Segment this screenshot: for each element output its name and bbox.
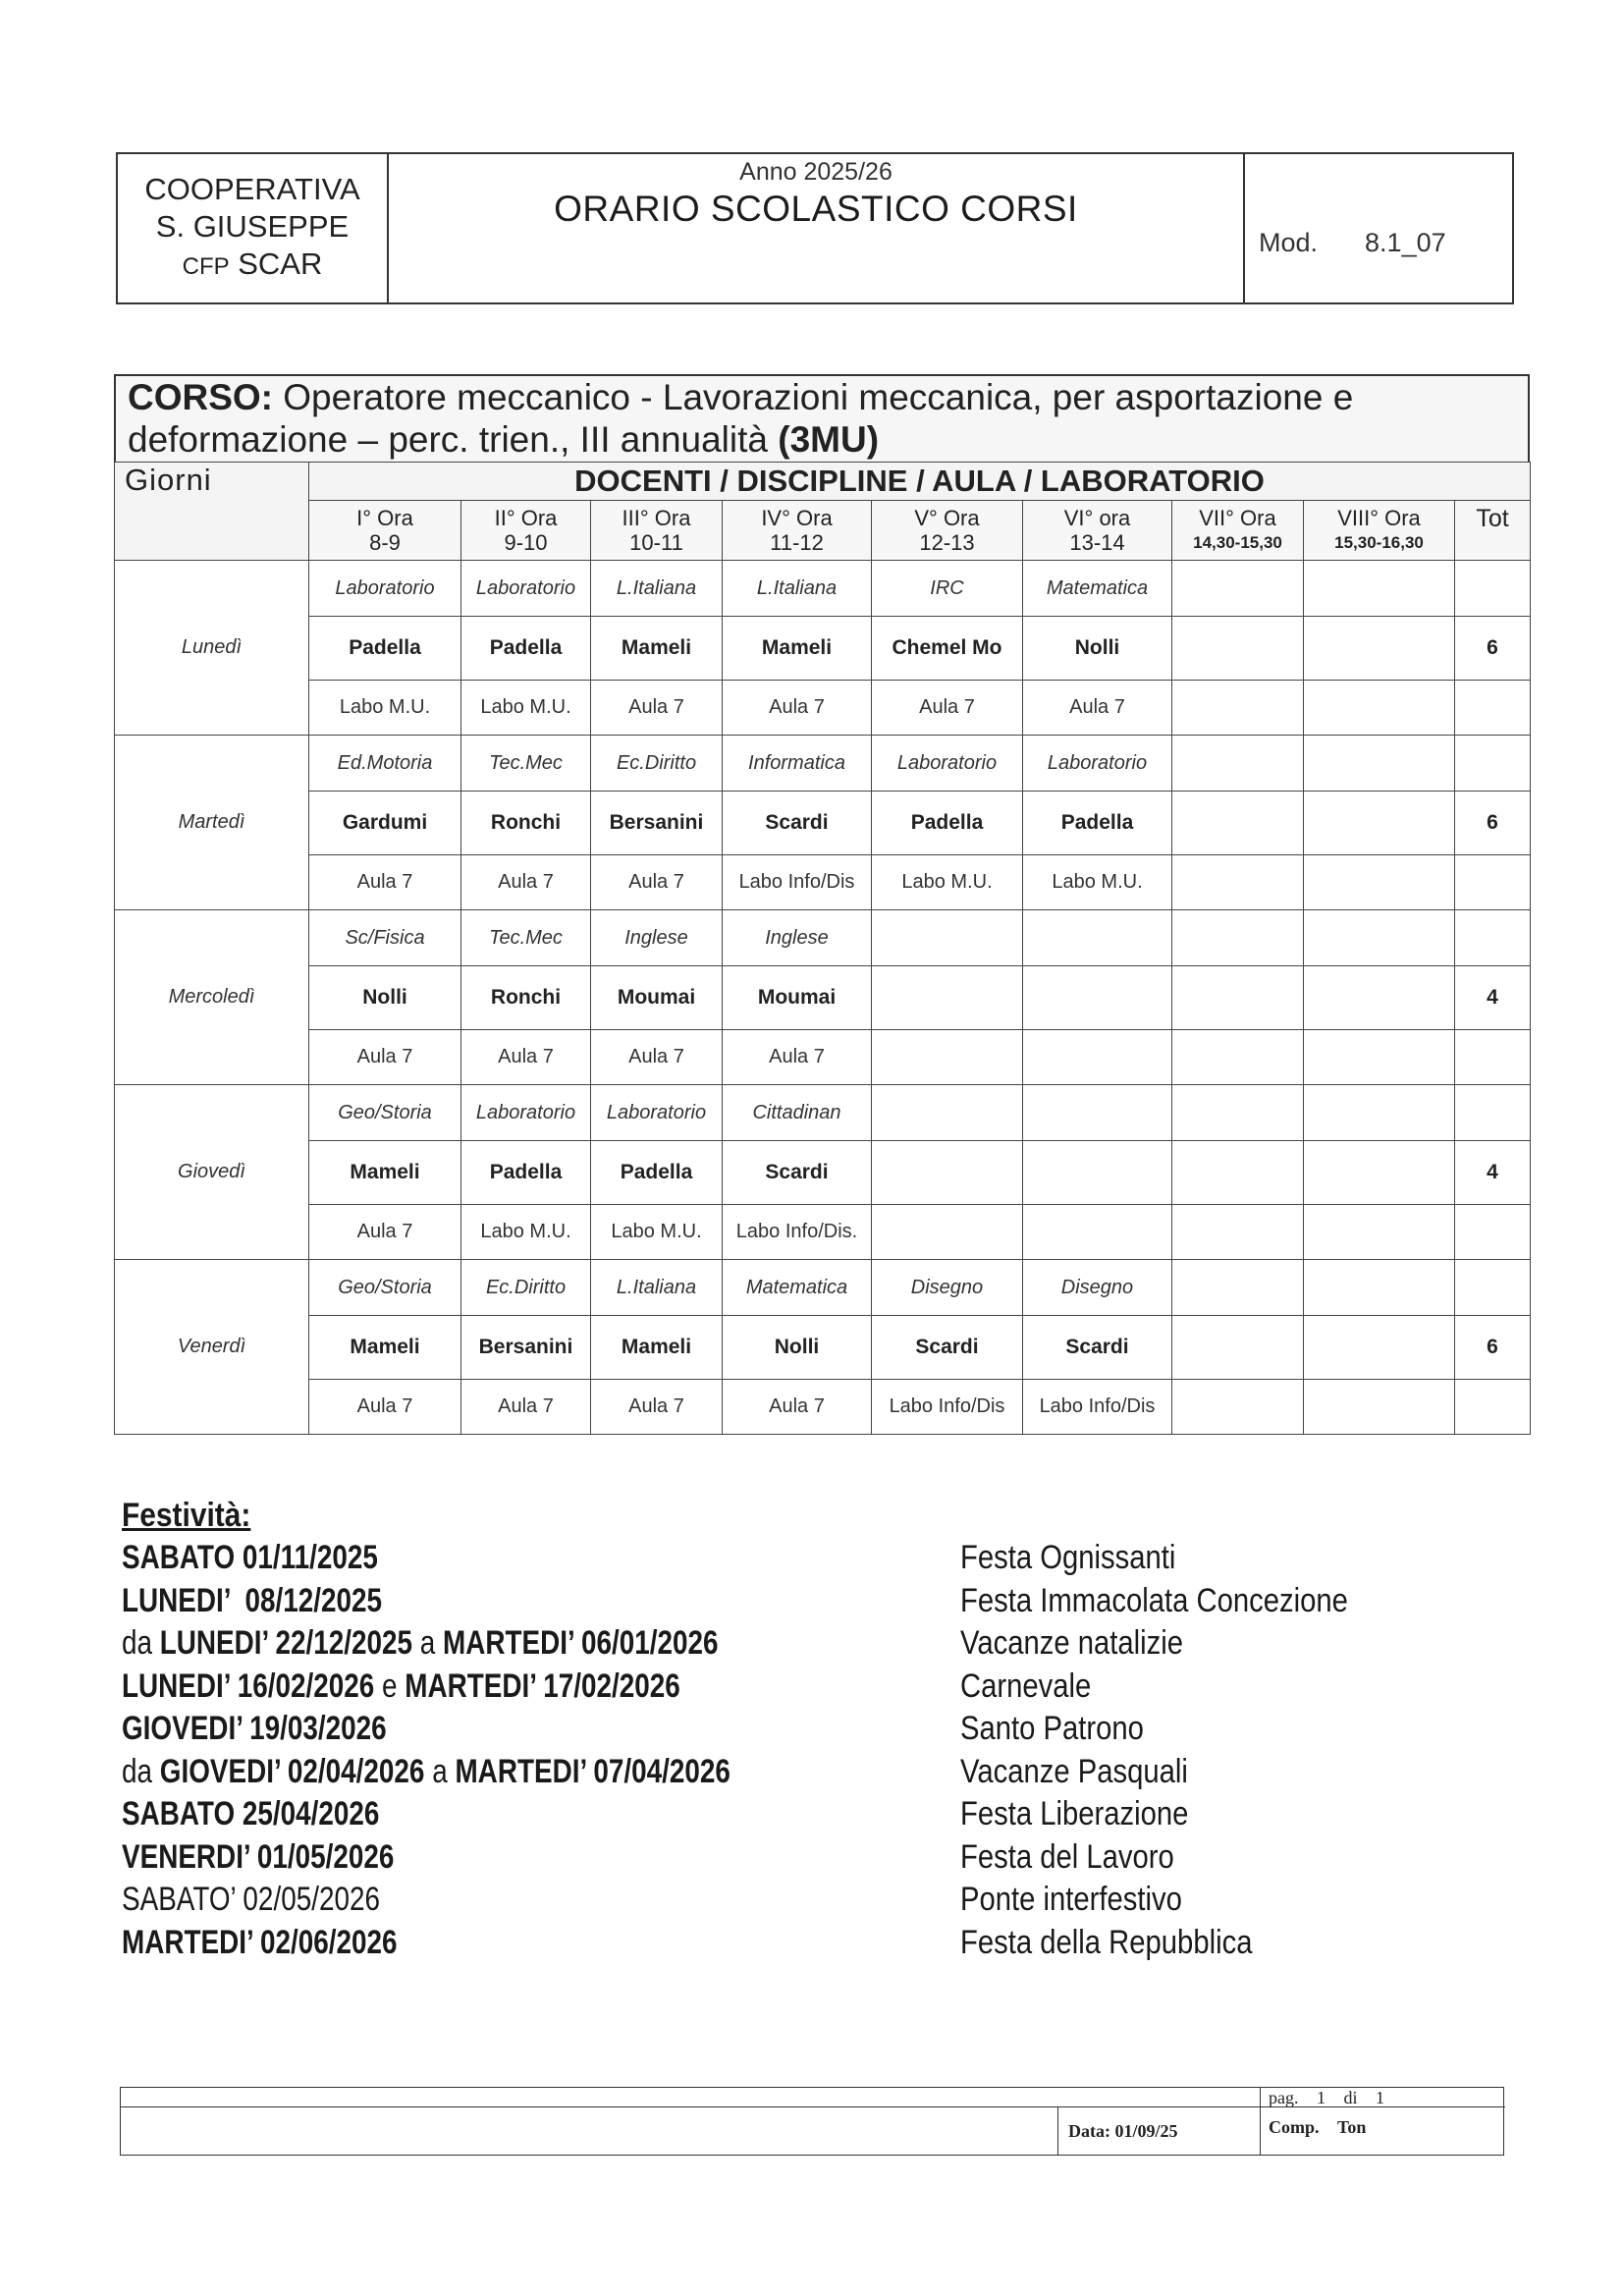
hour-time: 14,30-15,30 — [1193, 533, 1282, 552]
teacher-cell: Padella — [872, 792, 1023, 855]
subject-cell: Ec.Diritto — [591, 736, 723, 792]
subject-cell: Ed.Motoria — [309, 736, 461, 792]
teacher-cell — [872, 966, 1023, 1030]
teacher-cell — [1172, 1316, 1304, 1380]
table-row — [115, 561, 1531, 617]
room-cell: Aula 7 — [723, 1380, 872, 1435]
holiday-date — [122, 1539, 378, 1577]
teacher-cell: Padella — [1023, 792, 1172, 855]
total-cell-empty — [1455, 1260, 1531, 1316]
room-cell: Labo Info/Dis. — [723, 1205, 872, 1260]
table-row — [115, 1380, 1531, 1435]
module-code-block — [1245, 154, 1512, 302]
total-hours: 6 — [1455, 792, 1531, 855]
subject-cell: Laboratorio — [1023, 736, 1172, 792]
teacher-cell — [1304, 792, 1455, 855]
subject-cell: IRC — [872, 561, 1023, 617]
holiday-row — [122, 1539, 1398, 1582]
holiday-date-part: e — [374, 1667, 406, 1705]
hour-name: VIII° Ora — [1337, 506, 1421, 530]
holiday-description: Carnevale — [960, 1667, 1092, 1705]
total-header: Tot — [1455, 501, 1531, 561]
subject-cell: Laboratorio — [461, 1085, 591, 1141]
day-name: Venerdì — [115, 1260, 309, 1435]
table-row — [115, 1030, 1531, 1085]
subject-cell: Informatica — [723, 736, 872, 792]
table-row — [115, 1085, 1531, 1141]
teacher-cell — [1023, 966, 1172, 1030]
holiday-row — [122, 1795, 1398, 1838]
holiday-description: Festa del Lavoro — [960, 1837, 1174, 1876]
teacher-cell — [1304, 1141, 1455, 1205]
teacher-cell: Bersanini — [591, 792, 723, 855]
room-cell: Labo Info/Dis — [723, 855, 872, 910]
subject-cell — [1304, 1085, 1455, 1141]
teacher-cell: Scardi — [723, 1141, 872, 1205]
subject-cell: Cittadinan — [723, 1085, 872, 1141]
table-row — [115, 966, 1531, 1030]
holiday-description: Vacanze Pasquali — [960, 1752, 1188, 1790]
room-cell: Aula 7 — [309, 1030, 461, 1085]
subject-cell — [1172, 561, 1304, 617]
room-cell: Labo M.U. — [461, 681, 591, 736]
hour-header — [461, 501, 591, 561]
subject-cell: Tec.Mec — [461, 910, 591, 966]
room-cell: Labo Info/Dis — [872, 1380, 1023, 1435]
holiday-date-part: a — [412, 1624, 444, 1662]
table-row — [115, 1205, 1531, 1260]
holiday-row — [122, 1582, 1398, 1625]
holiday-date-part: MARTEDI’ 06/01/2026 — [443, 1624, 719, 1662]
subject-cell — [1023, 1085, 1172, 1141]
room-cell — [1172, 1205, 1304, 1260]
hour-time: 12-13 — [919, 530, 975, 555]
table-row — [115, 855, 1531, 910]
table-row — [115, 1141, 1531, 1205]
holiday-date-part: LUNEDI’ 16/02/2026 — [122, 1667, 375, 1705]
holiday-date-part: SABATO 01/11/2025 — [122, 1539, 378, 1576]
total-cell-empty — [1455, 855, 1531, 910]
room-cell — [1304, 1205, 1455, 1260]
school-year: Anno 2025/26 — [739, 158, 893, 186]
holiday-date-part: da — [122, 1624, 160, 1662]
teacher-cell: Padella — [461, 617, 591, 681]
teacher-cell: Mameli — [591, 1316, 723, 1380]
room-cell — [1172, 1030, 1304, 1085]
day-name: Lunedì — [115, 561, 309, 736]
teacher-cell: Padella — [309, 617, 461, 681]
table-row — [115, 681, 1531, 736]
document-footer — [120, 2087, 1504, 2156]
timetable-body — [115, 561, 1531, 1435]
room-cell — [1172, 1380, 1304, 1435]
hour-name: III° Ora — [622, 506, 691, 530]
compiler-label: Comp. — [1269, 2117, 1320, 2137]
teacher-cell: Mameli — [309, 1316, 461, 1380]
subject-cell: L.Italiana — [723, 561, 872, 617]
page-value: 1 — [1317, 2088, 1325, 2107]
room-cell: Labo Info/Dis — [1023, 1380, 1172, 1435]
teacher-cell — [1304, 1316, 1455, 1380]
subject-cell — [1304, 1260, 1455, 1316]
teacher-cell — [1023, 1141, 1172, 1205]
teacher-cell: Mameli — [591, 617, 723, 681]
holiday-row — [122, 1753, 1398, 1796]
document-title: ORARIO SCOLASTICO CORSI — [554, 189, 1078, 229]
document-header — [116, 152, 1514, 304]
page-number — [1269, 2088, 1384, 2107]
teacher-cell: Padella — [461, 1141, 591, 1205]
org-name-line3 — [183, 246, 323, 286]
holiday-date — [122, 1667, 680, 1706]
holiday-row — [122, 1624, 1398, 1667]
holiday-description: Festa Ognissanti — [960, 1539, 1176, 1576]
holiday-date-part: da — [122, 1752, 160, 1790]
holiday-date-part: VENERDI’ 01/05/2026 — [122, 1837, 395, 1876]
room-cell — [1304, 1030, 1455, 1085]
holiday-date — [122, 1624, 719, 1663]
compiler-value: Ton — [1337, 2117, 1367, 2137]
total-cell-empty — [1455, 1085, 1531, 1141]
holiday-date-part: LUNEDI’ 08/12/2025 — [122, 1581, 383, 1619]
module-value: 8.1_07 — [1365, 228, 1446, 257]
teacher-cell — [1304, 966, 1455, 1030]
table-row — [115, 910, 1531, 966]
holiday-row — [122, 1838, 1398, 1882]
hour-name: VI° ora — [1063, 506, 1131, 530]
holiday-row — [122, 1924, 1398, 1967]
subject-cell: Inglese — [591, 910, 723, 966]
day-name: Martedì — [115, 736, 309, 910]
room-cell — [1172, 681, 1304, 736]
room-cell — [872, 1205, 1023, 1260]
teacher-cell: Gardumi — [309, 792, 461, 855]
room-cell: Aula 7 — [591, 681, 723, 736]
room-cell: Aula 7 — [723, 1030, 872, 1085]
room-cell: Labo M.U. — [1023, 855, 1172, 910]
hour-name: VII° Ora — [1199, 506, 1276, 530]
holiday-date — [122, 1838, 394, 1877]
module-label: Mod. — [1259, 228, 1319, 257]
table-row — [115, 736, 1531, 792]
hour-header — [872, 501, 1023, 561]
subject-cell — [1304, 736, 1455, 792]
room-cell: Aula 7 — [461, 855, 591, 910]
holiday-date-part: MARTEDI’ 07/04/2026 — [455, 1752, 730, 1790]
hour-time: 10-11 — [629, 530, 683, 555]
teacher-cell: Nolli — [723, 1316, 872, 1380]
holiday-date-part: LUNEDI’ 22/12/2025 — [159, 1624, 413, 1662]
subject-cell: Geo/Storia — [309, 1085, 461, 1141]
course-code: (3MU) — [778, 419, 880, 460]
total-cell-empty — [1455, 1205, 1531, 1260]
page-label: pag. — [1269, 2088, 1299, 2107]
total-cell-empty — [1455, 1030, 1531, 1085]
subject-cell: Inglese — [723, 910, 872, 966]
footer-page-block — [1260, 2088, 1503, 2155]
teacher-cell — [1172, 966, 1304, 1030]
holiday-description: Festa Immacolata Concezione — [960, 1581, 1348, 1619]
subject-cell — [872, 910, 1023, 966]
subject-cell — [1023, 910, 1172, 966]
room-cell — [1172, 855, 1304, 910]
hour-time: 13-14 — [1069, 530, 1125, 555]
hour-name: II° Ora — [494, 506, 558, 530]
subject-cell: Laboratorio — [309, 561, 461, 617]
hour-header — [591, 501, 723, 561]
room-cell: Aula 7 — [461, 1030, 591, 1085]
teacher-cell: Ronchi — [461, 966, 591, 1030]
org-name-line2: S. GIUSEPPE — [155, 209, 350, 244]
teacher-cell — [1172, 617, 1304, 681]
hour-header — [309, 501, 461, 561]
room-cell: Labo M.U. — [591, 1205, 723, 1260]
total-cell-empty — [1455, 736, 1531, 792]
holiday-date-part: GIOVEDI’ 02/04/2026 — [159, 1752, 425, 1790]
total-hours: 6 — [1455, 617, 1531, 681]
hour-name: V° Ora — [914, 506, 980, 530]
holiday-date-part: GIOVEDI’ 19/03/2026 — [122, 1710, 387, 1747]
teacher-cell — [1172, 792, 1304, 855]
total-hours: 4 — [1455, 966, 1531, 1030]
hour-time: 8-9 — [369, 530, 401, 555]
subject-cell: Ec.Diritto — [461, 1260, 591, 1316]
room-cell — [1304, 1380, 1455, 1435]
org-scar-label: SCAR — [238, 246, 323, 281]
holiday-date — [122, 1710, 387, 1748]
holiday-date — [122, 1753, 730, 1791]
subject-cell: Geo/Storia — [309, 1260, 461, 1316]
subject-cell: Sc/Fisica — [309, 910, 461, 966]
holiday-description: Vacanze natalizie — [960, 1624, 1184, 1662]
table-row — [115, 792, 1531, 855]
holiday-description: Ponte interfestivo — [960, 1881, 1182, 1918]
page-total: 1 — [1376, 2088, 1385, 2107]
timetable-header-row — [115, 463, 1531, 501]
subject-cell: Laboratorio — [461, 561, 591, 617]
subject-cell — [1304, 561, 1455, 617]
room-cell — [872, 1030, 1023, 1085]
hour-header — [723, 501, 872, 561]
compiler — [1269, 2117, 1366, 2138]
hour-name: I° Ora — [356, 506, 413, 530]
hour-header — [1023, 501, 1172, 561]
teacher-cell: Scardi — [872, 1316, 1023, 1380]
total-hours: 6 — [1455, 1316, 1531, 1380]
teacher-cell: Bersanini — [461, 1316, 591, 1380]
teacher-cell — [1172, 1141, 1304, 1205]
holiday-date-part: MARTEDI’ 02/06/2026 — [122, 1923, 398, 1961]
hour-time: 15,30-16,30 — [1334, 533, 1424, 552]
hour-time: 11-12 — [770, 530, 824, 555]
room-cell: Labo M.U. — [461, 1205, 591, 1260]
course-title — [114, 374, 1530, 463]
room-cell — [1304, 855, 1455, 910]
room-cell: Aula 7 — [591, 1030, 723, 1085]
subject-cell: Disegno — [1023, 1260, 1172, 1316]
room-cell — [1023, 1205, 1172, 1260]
room-cell: Aula 7 — [309, 1380, 461, 1435]
room-cell: Aula 7 — [872, 681, 1023, 736]
table-row — [115, 1316, 1531, 1380]
room-cell — [1304, 681, 1455, 736]
teacher-cell — [1304, 617, 1455, 681]
hour-header — [1172, 501, 1304, 561]
holiday-row — [122, 1710, 1398, 1753]
teacher-cell: Nolli — [1023, 617, 1172, 681]
teacher-cell: Scardi — [1023, 1316, 1172, 1380]
holidays-section — [122, 1497, 1398, 1966]
room-cell: Aula 7 — [309, 855, 461, 910]
holiday-date-part: SABATO 25/04/2026 — [122, 1795, 380, 1832]
holiday-date-part: a — [424, 1752, 456, 1790]
holidays-list — [122, 1539, 1398, 1966]
total-cell-empty — [1455, 561, 1531, 617]
holiday-description: Santo Patrono — [960, 1710, 1144, 1747]
teacher-cell: Nolli — [309, 966, 461, 1030]
course-description: Operatore meccanico - Lavorazioni meccanica, per asportazione e deformazione – perc. trien., III annualità — [128, 377, 1354, 460]
subject-cell — [1172, 910, 1304, 966]
org-name-line1: COOPERATIVA — [144, 172, 360, 206]
holiday-date — [122, 1924, 397, 1962]
teacher-cell: Moumai — [591, 966, 723, 1030]
teacher-cell: Padella — [591, 1141, 723, 1205]
holiday-date-part: MARTEDI’ 17/02/2026 — [405, 1667, 680, 1705]
table-row — [115, 617, 1531, 681]
teacher-cell: Mameli — [309, 1141, 461, 1205]
day-name: Mercoledì — [115, 910, 309, 1085]
hour-time: 9-10 — [504, 530, 548, 555]
room-cell: Aula 7 — [591, 855, 723, 910]
room-cell — [1023, 1030, 1172, 1085]
subject-cell: Tec.Mec — [461, 736, 591, 792]
room-cell: Aula 7 — [309, 1205, 461, 1260]
holiday-description: Festa della Repubblica — [960, 1923, 1253, 1961]
total-hours: 4 — [1455, 1141, 1531, 1205]
hour-header — [1304, 501, 1455, 561]
holiday-date — [122, 1582, 382, 1620]
table-row — [115, 1260, 1531, 1316]
course-label: CORSO: — [128, 377, 273, 417]
teacher-cell: Chemel Mo — [872, 617, 1023, 681]
organization-block — [118, 154, 389, 302]
room-cell: Aula 7 — [1023, 681, 1172, 736]
subject-cell: Matematica — [723, 1260, 872, 1316]
total-cell-empty — [1455, 910, 1531, 966]
room-cell: Labo M.U. — [309, 681, 461, 736]
teacher-cell — [872, 1141, 1023, 1205]
footer-date: Data: 01/09/25 — [1057, 2107, 1260, 2155]
subject-cell: Laboratorio — [591, 1085, 723, 1141]
room-cell: Labo M.U. — [872, 855, 1023, 910]
timetable — [114, 462, 1531, 1435]
subject-cell: Laboratorio — [872, 736, 1023, 792]
room-cell: Aula 7 — [591, 1380, 723, 1435]
subject-cell: L.Italiana — [591, 1260, 723, 1316]
teacher-cell: Scardi — [723, 792, 872, 855]
page-of-label: di — [1343, 2088, 1358, 2107]
holiday-row — [122, 1881, 1398, 1924]
total-cell-empty — [1455, 681, 1531, 736]
hours-header-row — [115, 501, 1531, 561]
subject-cell: Matematica — [1023, 561, 1172, 617]
holiday-row — [122, 1667, 1398, 1711]
holiday-date-part: SABATO’ 02/05/2026 — [122, 1881, 380, 1918]
day-name: Giovedì — [115, 1085, 309, 1260]
total-cell-empty — [1455, 1380, 1531, 1435]
teacher-cell: Mameli — [723, 617, 872, 681]
subject-cell: Disegno — [872, 1260, 1023, 1316]
holiday-date — [122, 1795, 379, 1833]
teacher-cell: Moumai — [723, 966, 872, 1030]
hour-name: IV° Ora — [761, 506, 833, 530]
holiday-date — [122, 1881, 380, 1919]
subject-cell — [1172, 736, 1304, 792]
room-cell: Aula 7 — [461, 1380, 591, 1435]
subject-cell — [1172, 1260, 1304, 1316]
subject-cell: L.Italiana — [591, 561, 723, 617]
room-cell: Aula 7 — [723, 681, 872, 736]
days-header: Giorni — [115, 463, 309, 561]
teacher-cell: Ronchi — [461, 792, 591, 855]
holidays-title: Festività: — [122, 1497, 251, 1534]
main-header: DOCENTI / DISCIPLINE / AULA / LABORATORIO — [309, 463, 1531, 501]
title-block — [389, 154, 1245, 302]
subject-cell — [872, 1085, 1023, 1141]
holiday-description: Festa Liberazione — [960, 1795, 1189, 1832]
subject-cell — [1172, 1085, 1304, 1141]
org-cfp-label: CFP — [182, 253, 230, 280]
subject-cell — [1304, 910, 1455, 966]
